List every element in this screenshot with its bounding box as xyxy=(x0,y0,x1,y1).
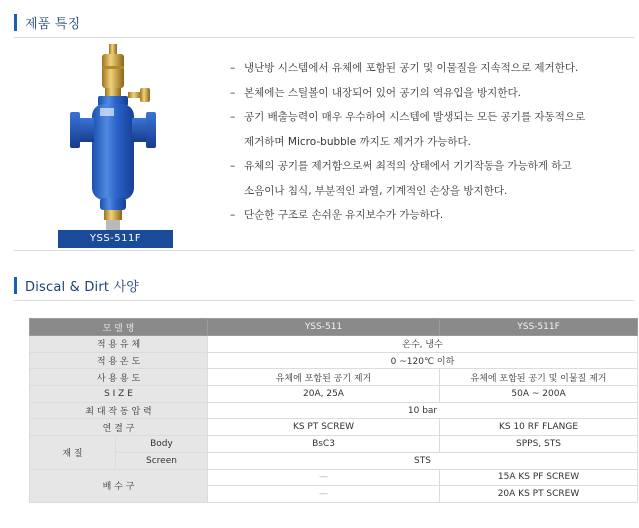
row-label: 적 용 온 도 xyxy=(30,352,208,369)
feature-item: – 유체의 공기를 제거함으로써 최적의 상태에서 기기작동을 가능하게 하고 xyxy=(230,160,572,172)
row-value-b: SPPS, STS xyxy=(440,436,638,453)
table-row xyxy=(30,469,638,486)
table-row xyxy=(30,352,638,369)
row-value-a: — xyxy=(208,486,440,503)
table-row xyxy=(30,336,638,353)
table-row xyxy=(30,419,638,436)
feature-item: – 냉난방 시스템에서 유체에 포함된 공기 및 이물질을 지속적으로 제거한다. xyxy=(230,62,579,74)
row-label: 사 용 용 도 xyxy=(30,369,208,386)
row-value-a: KS PT SCREW xyxy=(208,419,440,436)
feature-item-continuation xyxy=(230,130,630,155)
feature-item: – 단순한 구조로 손쉬운 유지보수가 가능하다. xyxy=(230,209,444,221)
section-title-features xyxy=(14,13,80,32)
row-label-material: 재 질 xyxy=(30,436,116,469)
product-image xyxy=(62,44,174,252)
section-divider xyxy=(14,250,634,251)
header-model-a: YSS-511 xyxy=(208,319,440,336)
row-label: 최 대 작 동 압 력 xyxy=(30,402,208,419)
row-label: 적 용 유 체 xyxy=(30,336,208,353)
feature-text: 유체의 공기를 제거함으로써 최적의 상태에서 기기작동을 가능하게 하고 xyxy=(244,160,572,172)
feature-item: – 공기 배출능력이 매우 우수하여 시스템에 발생되는 모든 공기를 자동적으로 xyxy=(230,111,586,123)
section-divider xyxy=(14,37,634,38)
section-title-text: Discal & Dirt 사양 xyxy=(25,280,140,295)
section-title-spec xyxy=(14,276,139,295)
row-label: 연 결 구 xyxy=(30,419,208,436)
row-value-b: 유체에 포함된 공기 및 이물질 제거 xyxy=(440,369,638,386)
model-tag: YSS-511F xyxy=(58,230,173,248)
section-title-bar xyxy=(14,14,17,31)
section-title-text: 제품 특징 xyxy=(25,17,81,32)
row-label: S I Z E xyxy=(30,386,208,403)
row-sublabel-body: Body xyxy=(116,436,208,453)
row-label-drain: 배 수 구 xyxy=(30,469,208,502)
features-list xyxy=(230,56,630,228)
row-value-a: 유체에 포함된 공기 제거 xyxy=(208,369,440,386)
row-value-b: 20A KS PT SCREW xyxy=(440,486,638,503)
feature-text: 본체에는 스틸볼이 내장되어 있어 공기의 역유입을 방지한다. xyxy=(244,86,521,99)
section-divider xyxy=(14,300,634,301)
spec-table xyxy=(29,318,638,503)
feature-text: 냉난방 시스템에서 유체에 포함된 공기 및 이물질을 지속적으로 제거한다. xyxy=(244,62,579,74)
table-row xyxy=(30,436,638,453)
row-value-b: 50A ~ 200A xyxy=(440,386,638,403)
feature-text: 소음이나 침식, 부분적인 과열, 기계적인 손상을 방지한다. xyxy=(244,184,508,197)
row-sublabel-screen: Screen xyxy=(116,452,208,469)
row-value-a: BsC3 xyxy=(208,436,440,453)
feature-text: 제거하며 Micro-bubble 까지도 제거가 가능하다. xyxy=(244,135,471,148)
feature-item: – 본체에는 스틸볼이 내장되어 있어 공기의 역유입을 방지한다. xyxy=(230,86,521,99)
row-value-b: 15A KS PF SCREW xyxy=(440,469,638,486)
table-row xyxy=(30,369,638,386)
header-label: 모 델 명 xyxy=(30,319,208,336)
feature-text: 공기 배출능력이 매우 우수하여 시스템에 발생되는 모든 공기를 자동적으로 xyxy=(244,111,586,123)
row-value: 0 ~120℃ 이하 xyxy=(208,352,638,369)
row-value: STS xyxy=(208,452,638,469)
header-model-b: YSS-511F xyxy=(440,319,638,336)
row-value: 온수, 냉수 xyxy=(208,336,638,353)
table-row xyxy=(30,452,638,469)
table-row xyxy=(30,402,638,419)
table-row xyxy=(30,386,638,403)
feature-item-continuation xyxy=(230,179,630,204)
row-value: 10 bar xyxy=(208,402,638,419)
table-header-row xyxy=(30,319,638,336)
feature-text: 단순한 구조로 손쉬운 유지보수가 가능하다. xyxy=(244,209,444,221)
row-value-a: — xyxy=(208,469,440,486)
row-value-b: KS 10 RF FLANGE xyxy=(440,419,638,436)
row-value-a: 20A, 25A xyxy=(208,386,440,403)
section-title-bar xyxy=(14,277,17,294)
